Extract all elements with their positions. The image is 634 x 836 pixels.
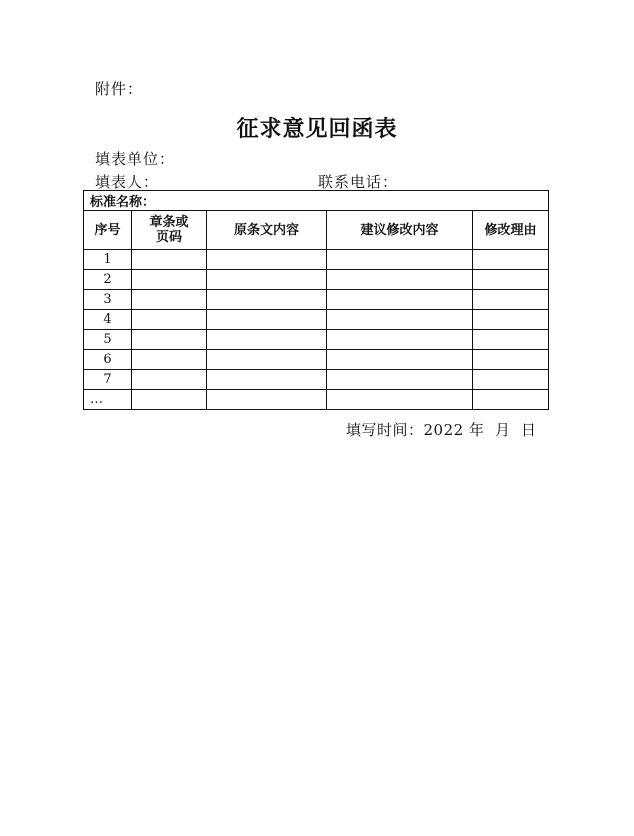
standard-name-row	[84, 191, 549, 211]
page-title: 征求意见回函表	[236, 116, 398, 142]
reason-cell[interactable]	[473, 310, 549, 330]
table-row	[84, 330, 549, 350]
row-number: 2	[84, 270, 132, 290]
row-number: 6	[84, 350, 132, 370]
table-row	[84, 390, 549, 410]
original-cell[interactable]	[207, 330, 327, 350]
suggestion-cell[interactable]	[327, 350, 473, 370]
reason-cell[interactable]	[473, 330, 549, 350]
feedback-table	[83, 190, 549, 410]
table-row	[84, 370, 549, 390]
original-cell[interactable]	[207, 370, 327, 390]
reason-cell[interactable]	[473, 390, 549, 410]
table-header-row	[84, 211, 549, 250]
suggestion-cell[interactable]	[327, 330, 473, 350]
clause-cell[interactable]	[132, 370, 207, 390]
column-header-serial: 序号	[84, 211, 132, 250]
original-cell[interactable]	[207, 290, 327, 310]
table-row	[84, 310, 549, 330]
suggestion-cell[interactable]	[327, 270, 473, 290]
column-header-clause	[132, 211, 207, 250]
phone-label: 联系电话：	[318, 173, 399, 191]
original-cell[interactable]	[207, 350, 327, 370]
fill-unit-label: 填表单位：	[95, 150, 176, 168]
attachment-label: 附件：	[95, 80, 144, 98]
column-header-clause-text: 章条或 页码	[149, 215, 189, 245]
reason-cell[interactable]	[473, 290, 549, 310]
suggestion-cell[interactable]	[327, 310, 473, 330]
row-number: 5	[84, 330, 132, 350]
row-number: 4	[84, 310, 132, 330]
suggestion-cell[interactable]	[327, 290, 473, 310]
original-cell[interactable]	[207, 310, 327, 330]
standard-name-label: 标准名称：	[84, 191, 549, 211]
original-cell[interactable]	[207, 250, 327, 270]
filler-label: 填表人：	[95, 173, 160, 191]
row-number: …	[84, 390, 132, 410]
table-row	[84, 270, 549, 290]
clause-cell[interactable]	[132, 270, 207, 290]
suggestion-cell[interactable]	[327, 250, 473, 270]
original-cell[interactable]	[207, 390, 327, 410]
clause-cell[interactable]	[132, 250, 207, 270]
suggestion-cell[interactable]	[327, 390, 473, 410]
clause-cell[interactable]	[132, 390, 207, 410]
column-header-reason: 修改理由	[473, 211, 549, 250]
table-row	[84, 350, 549, 370]
reason-cell[interactable]	[473, 270, 549, 290]
clause-cell[interactable]	[132, 330, 207, 350]
reason-cell[interactable]	[473, 250, 549, 270]
table-row	[84, 290, 549, 310]
row-number: 7	[84, 370, 132, 390]
table-row	[84, 250, 549, 270]
clause-cell[interactable]	[132, 290, 207, 310]
row-number: 3	[84, 290, 132, 310]
reason-cell[interactable]	[473, 370, 549, 390]
suggestion-cell[interactable]	[327, 370, 473, 390]
column-header-suggestion: 建议修改内容	[327, 211, 473, 250]
clause-cell[interactable]	[132, 350, 207, 370]
original-cell[interactable]	[207, 270, 327, 290]
fill-date-label: 填写时间：2022 年 月 日	[346, 421, 537, 439]
column-header-original: 原条文内容	[207, 211, 327, 250]
row-number: 1	[84, 250, 132, 270]
reason-cell[interactable]	[473, 350, 549, 370]
clause-cell[interactable]	[132, 310, 207, 330]
